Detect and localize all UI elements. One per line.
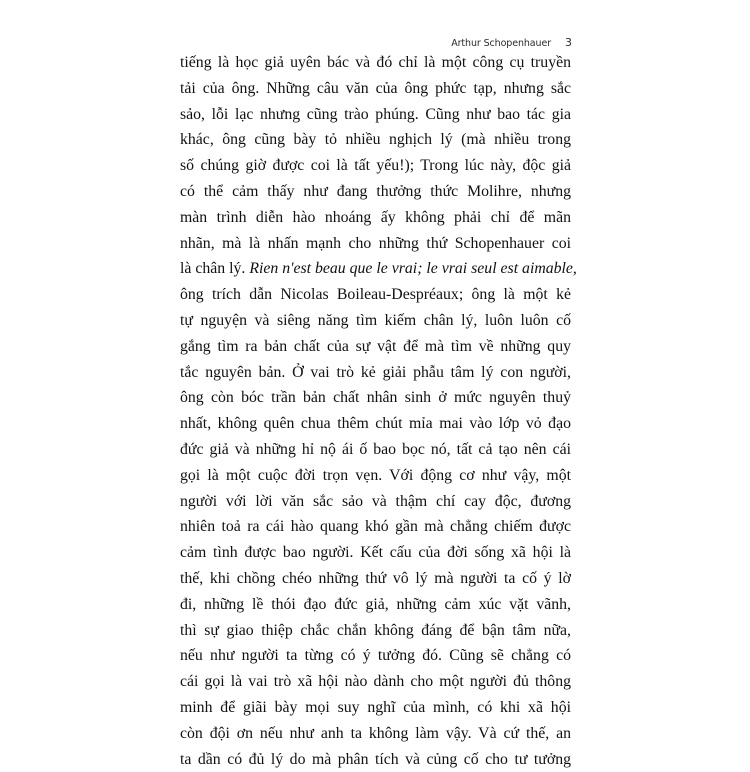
text-line: sảo, lỗi lạc nhưng cũng trào phúng. Cũng như bao tác gia [180, 105, 571, 123]
text-line: cảm tình được bao người. Kết cấu của đời sống xã hội là [180, 544, 571, 562]
text-line-with-quote [180, 256, 577, 282]
text-line: ông trích dẫn Nicolas Boileau-Despréaux; ông là một kẻ [180, 286, 571, 304]
text-line: còn đội ơn nếu như anh ta không làm vậy. Và cứ thế, an [180, 724, 571, 742]
text-line: cái gọi là vai trò xã hội nào dành cho một người đủ thông [180, 673, 571, 691]
text-line: nếu như người ta từng có ý tưởng đó. Cũng sẽ chẳng có [180, 647, 571, 665]
text-line: thế, khi chồng chéo những thứ vô lý mà người ta cố ý lờ [180, 569, 571, 587]
text-line: màn trình diễn hào nhoáng ấy không phải chỉ để mãn [180, 208, 571, 226]
text-line: gọi là một cuộc đời trọn vẹn. Với động cơ như vậy, một [180, 466, 571, 484]
french-quote: Rien n'est beau que le vrai; le vrai seul est aimable, [249, 260, 577, 278]
text-line: nhiên toả ra cái hào quang khó gần mà chẳng chiếm được [180, 518, 571, 536]
text-line: có thể cảm thấy như đang thưởng thức Molihre, nhưng [180, 182, 571, 200]
header-author: Arthur Schopenhauer [451, 38, 551, 49]
text-line: gắng tìm ra bản chất của sự vật để mà tìm về những quy [180, 337, 571, 355]
text-line: ông còn bóc trần bản chất nhân sinh ở mức nguyên thuỷ [180, 389, 571, 407]
text-line: tự nguyện và siêng năng tìm kiếm chân lý, luôn luôn cố [180, 311, 571, 329]
text-line: số chúng giờ được coi là tất yếu!); Trong lúc này, độc giả [180, 157, 571, 175]
text-line: nhãn, mà là nhấn mạnh cho những thứ Schopenhauer coi [180, 234, 571, 252]
text-line: tiếng là học giả uyên bác và đó chỉ là một công cụ truyền [180, 54, 571, 71]
text-line: ta dần có đủ lý do mà phân tích và củng cố cho tư tưởng [180, 750, 571, 768]
text-line: khác, ông cũng bày tỏ nhiều nghịch lý (mà nhiều trong [180, 131, 571, 149]
text-line: nhất, không quên chua thêm chút mỉa mai vào lớp vỏ đạo [180, 415, 571, 433]
text-line: thì sự giao thiệp chắc chắn không đáng để bận tâm nữa, [180, 621, 571, 639]
page-number: 3 [565, 36, 572, 49]
text-segment: là chân lý. [180, 260, 246, 278]
running-header [451, 36, 572, 49]
text-line: tải của ông. Những câu văn của ông phức tạp, nhưng sắc [180, 79, 571, 97]
text-line: đi, những lề thói đạo đức giả, những cảm xúc vặt vãnh, [180, 595, 571, 613]
text-line: người với lời văn sắc sảo và thậm chí cay độc, đương [180, 492, 571, 510]
text-line: đức giả và những hỉ nộ ái ố bao bọc nó, tất cả tạo nên cái [180, 440, 571, 458]
text-line: tắc nguyên bản. Ở vai trò kẻ giải phẫu tâm lý con người, [180, 363, 571, 381]
body-text [180, 50, 577, 772]
text-line: minh để giãi bày mọi suy nghĩ của mình, có khi xã hội [180, 698, 571, 716]
